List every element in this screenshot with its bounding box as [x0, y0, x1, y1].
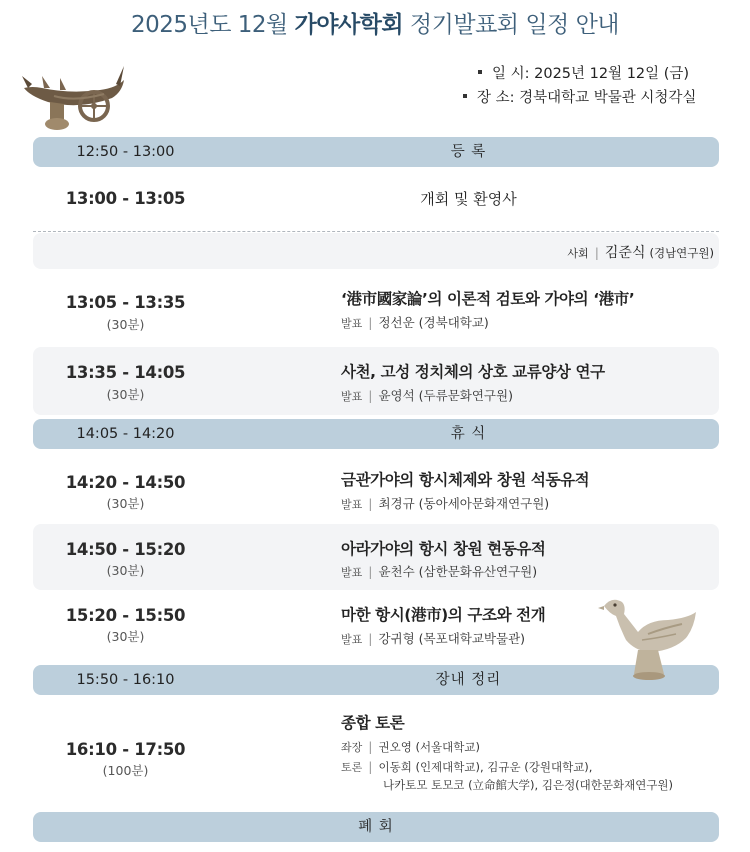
place-text: 장 소: 경북대학교 박물관 시청각실 [477, 90, 697, 106]
talk4-time: 14:50 - 15:20 [65, 540, 186, 559]
discussion-title: 종합 토론 [341, 714, 405, 732]
break-label: 휴 식 [450, 426, 487, 442]
chair-role: 좌장 [341, 741, 363, 754]
talk5-duration: (30분) [106, 629, 145, 644]
divider [33, 231, 719, 232]
talk3-title: 금관가야의 항시체제와 창원 석동유적 [341, 471, 590, 489]
title-suffix: 정기발표회 일정 안내 [403, 12, 620, 38]
registration-label: 등 록 [450, 144, 487, 160]
page-title [0, 6, 750, 39]
discussion-chair-line: 좌장 | 권오영 (서울대학교) [341, 739, 480, 754]
closing-label: 폐 회 [358, 819, 394, 835]
talk5-time: 15:20 - 15:50 [65, 606, 186, 625]
setup-label: 장내 정리 [435, 672, 502, 688]
bird-pottery-artifact-icon [598, 594, 702, 684]
registration-time: 12:50 - 13:00 [76, 144, 175, 160]
discussion-panel-line-2 [383, 777, 673, 793]
discussion-panel-line: 토론 | 이동희 (인제대학교), 김규운 (강원대학교), [341, 759, 593, 774]
opening-time: 13:00 - 13:05 [65, 189, 186, 208]
talk1-title: ‘港市國家論’의 이론적 검토와 가야의 ‘港市’ [341, 290, 635, 308]
talk3-time: 14:20 - 14:50 [65, 473, 186, 492]
talk5-role: 발표 [341, 633, 363, 646]
opening-label: 개회 및 환영사 [420, 190, 517, 208]
talk4-presenter-line: 발표 | 윤천수 (삼한문화유산연구원) [341, 564, 538, 579]
closing-band [33, 812, 719, 842]
talk1-duration: (30분) [106, 317, 145, 332]
moderator-line: 사회 | 김준식 (경남연구원) [567, 245, 714, 261]
talk1-time: 13:05 - 13:35 [65, 293, 186, 312]
moderator-role: 사회 [567, 247, 589, 260]
talk1-role: 발표 [341, 317, 363, 330]
title-prefix: 2025년도 12월 [130, 12, 295, 38]
talk3-presenter: 최경규 (동아세아문화재연구원) [378, 496, 550, 511]
talk2-presenter: 윤영석 (두류문화연구원) [378, 388, 513, 403]
discussion-duration: (100분) [102, 763, 149, 778]
date-line [478, 62, 689, 83]
place-line [463, 86, 696, 107]
talk5-presenter: 강귀형 (목포대학교박물관) [378, 631, 526, 646]
talk1-presenter: 정선운 (경북대학교) [378, 315, 489, 330]
discussion-time: 16:10 - 17:50 [65, 740, 186, 759]
boat-pottery-artifact-icon [20, 58, 128, 140]
talk5-title: 마한 항시(港市)의 구조와 전개 [341, 606, 546, 624]
talk4-role: 발표 [341, 566, 363, 579]
talk2-role: 발표 [341, 390, 363, 403]
talk5-presenter-line: 발표 | 강귀형 (목포대학교박물관) [341, 631, 526, 646]
panel-line-1: 이동희 (인제대학교), 김규운 (강원대학교), [378, 760, 593, 774]
talk4-presenter: 윤천수 (삼한문화유산연구원) [378, 564, 538, 579]
talk3-presenter-line: 발표 | 최경규 (동아세아문화재연구원) [341, 496, 550, 511]
break-band [33, 419, 719, 449]
title-society: 가야사학회 [294, 12, 404, 38]
panel-line-2: 나카토모 토모코 (立命館大学), 김은정(대한문화재연구원) [383, 778, 674, 792]
talk3-duration: (30분) [106, 496, 145, 511]
moderator-affil: (경남연구원) [649, 246, 714, 260]
talk3-role: 발표 [341, 498, 363, 511]
talk2-duration: (30분) [106, 387, 145, 402]
date-text: 일 시: 2025년 12월 12일 (금) [492, 66, 690, 82]
moderator-name: 김준식 [604, 245, 646, 261]
talk1-presenter-line: 발표 | 정선운 (경북대학교) [341, 315, 489, 330]
talk2-time: 13:35 - 14:05 [65, 363, 186, 382]
talk2-title: 사천, 고성 정치체의 상호 교류양상 연구 [341, 363, 605, 381]
talk4-duration: (30분) [106, 563, 145, 578]
registration-band [33, 137, 719, 167]
setup-time: 15:50 - 16:10 [76, 672, 175, 688]
panel-role: 토론 [341, 761, 363, 774]
break-time: 14:05 - 14:20 [76, 426, 175, 442]
chair-name: 권오영 (서울대학교) [378, 740, 480, 754]
talk4-title: 아라가야의 항시 창원 현동유적 [341, 540, 546, 558]
talk2-presenter-line: 발표 | 윤영석 (두류문화연구원) [341, 388, 513, 403]
